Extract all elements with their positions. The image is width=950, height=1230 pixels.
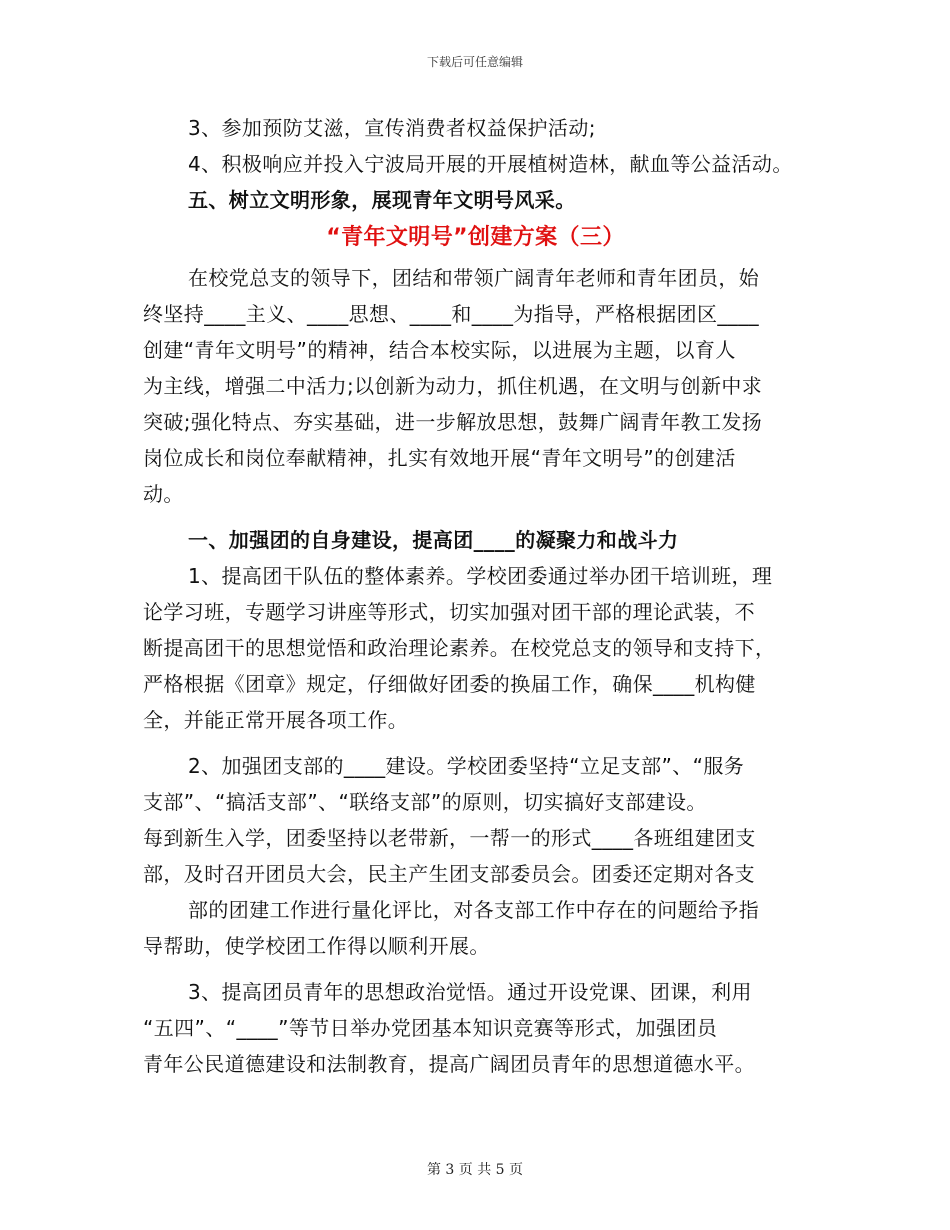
body-line: 在校党总支的领导下，团结和带领广阔青年老师和青年团员，始 <box>188 266 760 290</box>
body-line: 支部”、“搞活支部”、“联络支部”的原则，切实搞好支部建设。 <box>143 790 707 814</box>
body-line: 为主线，增强二中活力;以创新为动力，抓住机遇，在文明与创新中求 <box>143 374 763 398</box>
document-title: “青年文明号”创建方案（三） <box>326 225 625 250</box>
body-line: 导帮助，使学校团工作得以顺利开展。 <box>143 934 490 958</box>
section-heading: 一、加强团的自身建设，提高团____的凝聚力和战斗力 <box>188 528 679 552</box>
body-line: 全，并能正常开展各项工作。 <box>143 708 409 732</box>
body-line: 3、提高团员青年的思想政治觉悟。通过开设党课、团课，利用 <box>188 980 752 1004</box>
body-line: 断提高团干的思想觉悟和政治理论素养。在校党总支的领导和支持下， <box>143 636 776 660</box>
body-line: 终坚持____主义、____思想、____和____为指导，严格根据团区____ <box>143 302 759 326</box>
body-line: 青年公民道德建设和法制教育，提高广阔团员青年的思想道德水平。 <box>143 1052 755 1076</box>
body-line: 岗位成长和岗位奉献精神，扎实有效地开展“青年文明号”的创建活 <box>143 446 736 470</box>
body-line: 创建“青年文明号”的精神，结合本校实际，以进展为主题，以育人 <box>143 338 736 362</box>
document-body <box>143 110 808 1082</box>
body-line: 突破;强化特点、夯实基础，进一步解放思想，鼓舞广阔青年教工发扬 <box>143 410 763 434</box>
section-heading: 五、树立文明形象，展现青年文明号风采。 <box>188 188 576 212</box>
body-line: 严格根据《团章》规定，仔细做好团委的换届工作，确保____机构健 <box>143 672 756 696</box>
body-line: 论学习班，专题学习讲座等形式，切实加强对团干部的理论武装，不 <box>143 600 755 624</box>
body-line: 1、提高团干队伍的整体素养。学校团委通过举办团干培训班，理 <box>188 564 773 588</box>
body-line: “五四”、“____”等节日举办党团基本知识竞赛等形式，加强团员 <box>143 1016 718 1040</box>
page-number: 第 3 页 共 5 页 <box>426 1162 524 1178</box>
body-line: 2、加强团支部的____建设。学校团委坚持“立足支部”、“服务 <box>188 754 745 778</box>
body-line: 部的团建工作进行量化评比，对各支部工作中存在的问题给予指 <box>188 898 760 922</box>
body-line: 3、参加预防艾滋，宣传消费者权益保护活动; <box>188 116 596 140</box>
body-line: 每到新生入学，团委坚持以老带新，一帮一的形式____各班组建团支 <box>143 826 756 850</box>
body-line: 部，及时召开团员大会，民主产生团支部委员会。团委还定期对各支 <box>143 862 755 886</box>
body-line: 4、积极响应并投入宁波局开展的开展植树造林，献血等公益活动。 <box>188 152 793 176</box>
header-note: 下载后可任意编辑 <box>426 55 523 69</box>
body-line: 动。 <box>143 482 184 506</box>
